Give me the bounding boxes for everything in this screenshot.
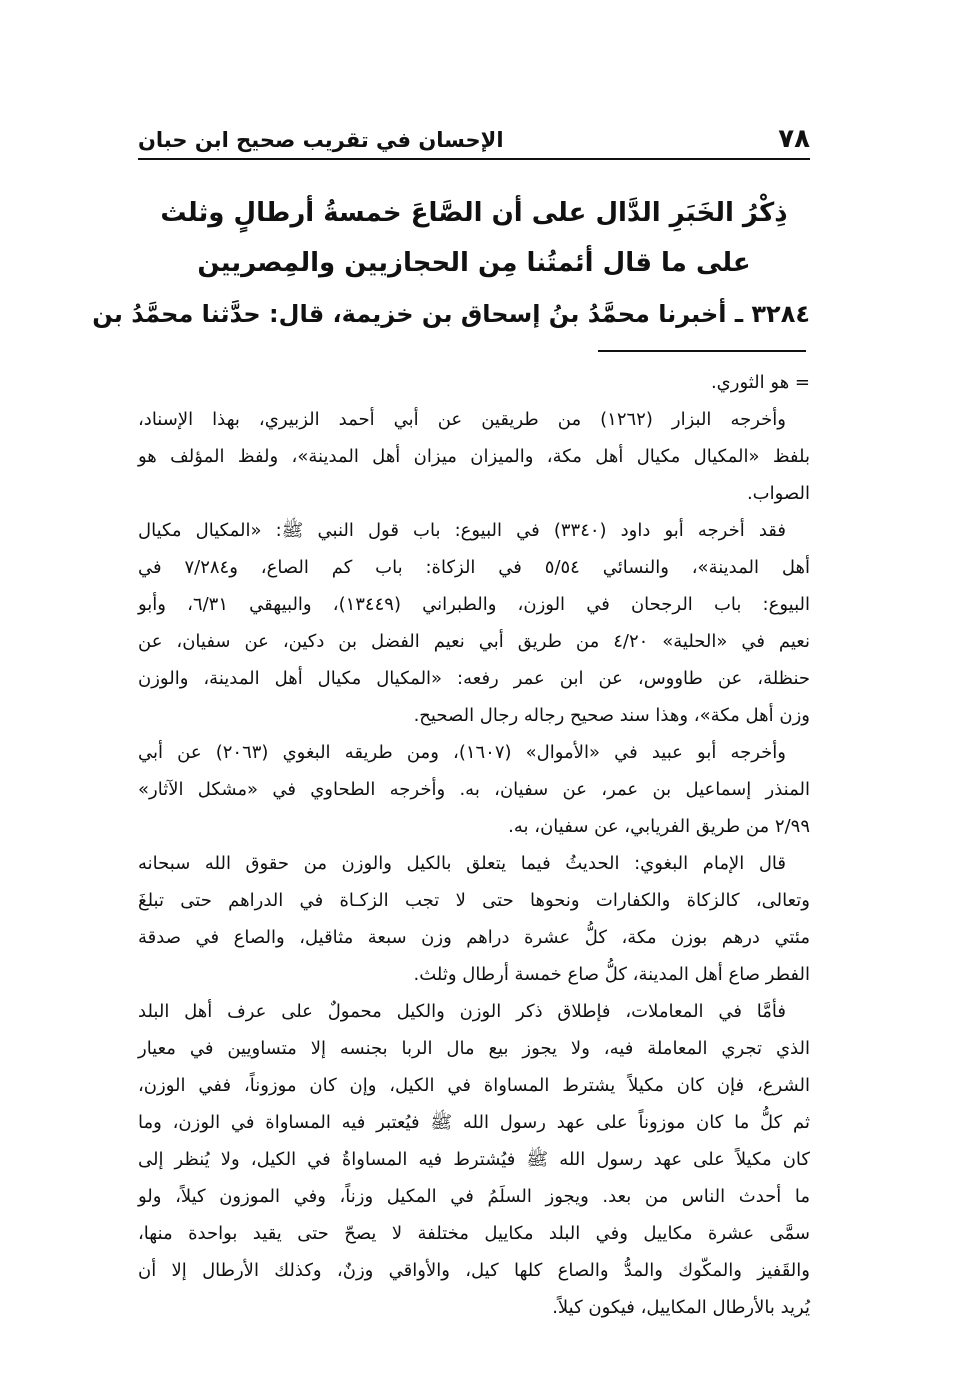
running-header <box>138 118 810 160</box>
footnote-line: وزن أهل مكة»، وهذا سند صحيح رجاله رجال الصحيح. <box>413 705 810 726</box>
footnote-line: قال الإمام البغوي: الحديثُ فيما يتعلق بالكيل والوزن من حقوق الله سبحانه <box>138 853 786 874</box>
chapter-heading-line-2: على ما قال أئمتُنا مِن الحجازيين والمِصريين <box>197 248 751 278</box>
footnote-line: والقَفيز والمكّوك والمدُّ والصاع كلها كيل، والأواقي وزنٌ، وكذلك الأرطال إلا أن <box>138 1260 810 1281</box>
page-number: ٧٨ <box>778 124 810 154</box>
book-title: الإحسان في تقريب صحيح ابن حبان <box>138 128 504 152</box>
hadith-text: ٣٢٨٤ ـ أخبرنا محمَّدُ بنُ إسحاق بن خزيمة، قال: حدَّثنا محمَّدُ بن <box>92 300 810 328</box>
footnote-line: فأمَّا في المعاملات، فإطلاق ذكر الوزن والكيل محمولٌ على عرف أهل البلد <box>138 1001 786 1022</box>
footnote-line: ثم كلُّ ما كان موزوناً على عهد رسول الله ﷺ فيُعتبر فيه المساواة في الوزن، وما <box>138 1112 810 1133</box>
footnote-line: المنذر إسماعيل بن عمر، عن سفيان، به. وأخرجه الطحاوي في «مشكل الآثار» <box>138 779 810 800</box>
footnote-paragraph <box>138 845 810 993</box>
footnote-paragraph <box>138 401 810 512</box>
footnote-line: الذي تجري المعاملة فيه، ولا يجوز بيع مال الربا بجنسه إلا متساويين في معيار <box>138 1038 810 1059</box>
footnote-line: نعيم في «الحلية» ٤/٢٠ من طريق أبي نعيم الفضل بن دكين، عن سفيان، عن <box>138 631 810 652</box>
footnote-line: سمَّى عشرة مكاييل وفي البلد مكاييل مختلفة لا يصحّ حتى يقيد بواحدة منها، <box>138 1223 810 1244</box>
footnotes <box>138 364 810 1326</box>
footnote-line: أهل المدينة»، والنسائي ٥/٥٤ في الزكاة: باب كم الصاع، و٧/٢٨٤ في <box>138 557 810 578</box>
footnote-line: الشرع، فإن كان مكيلاً يشترط المساواة في الكيل، وإن كان موزوناً، ففي الوزن، <box>138 1075 810 1096</box>
footnote-line: وأخرجه أبو عبيد في «الأموال» (١٦٠٧)، ومن طريقه البغوي (٢٠٦٣) عن أبي <box>138 742 786 763</box>
footnote-line: يُريد بالأرطال المكاييل، فيكون كيلاً. <box>552 1297 810 1318</box>
footnote-line: وتعالى، كالزكاة والكفارات ونحوها حتى لا تجب الزكـاة في الدراهم حتى تبلغَ <box>138 890 810 911</box>
footnote-line: البيوع: باب الرجحان في الوزن، والطبراني (١٣٤٤٩)، والبيهقي ٦/٣١، وأبو <box>138 594 810 615</box>
footnote-line: الفطر صاع أهل المدينة، كلُّ صاع خمسة أرطال وثلث. <box>413 964 810 985</box>
footnote-line: الصواب. <box>746 483 810 504</box>
footnote-paragraph <box>138 364 810 401</box>
footnote-line: فقد أخرجه أبو داود (٣٣٤٠) في البيوع: باب قول النبي ﷺ: «المكيال مكيال <box>138 520 786 541</box>
chapter-heading <box>138 188 810 288</box>
footnote-divider <box>598 350 806 352</box>
footnote-line: حنظلة، عن طاووس، عن ابن عمر رفعه: «المكيال مكيال أهل المدينة، والوزن <box>138 668 810 689</box>
chapter-heading-line-1: ذِكْرُ الخَبَرِ الدَّال على أن الصَّاعَ خمسةُ أرطالٍ وثلث <box>160 198 788 228</box>
footnote-line: بلفظ «المكيال مكيال أهل مكة، والميزان ميزان أهل المدينة»، ولفظ المؤلف هو <box>138 446 810 467</box>
footnote-line: ما أحدث الناس من بعد. ويجوز السلَمُ في المكيل وزناً، وفي الموزون كيلاً، ولو <box>138 1186 810 1207</box>
footnote-paragraph <box>138 734 810 845</box>
footnote-paragraph <box>138 993 810 1326</box>
footnote-line: مئتي درهم بوزن مكة، كلُّ عشرة دراهم وزن سبعة مثاقيل، والصاع في صدقة <box>138 927 810 948</box>
footnote-line: = هو الثوري. <box>710 372 810 393</box>
footnote-line: وأخرجه البزار (١٢٦٢) من طريقين عن أبي أحمد الزبيري، بهذا الإسناد، <box>138 409 786 430</box>
footnote-line: ٢/٩٩ من طريق الفريابي، عن سفيان، به. <box>508 816 810 837</box>
footnote-line: كان مكيلاً على عهد رسول الله ﷺ فيُشترط فيه المساواةُ في الكيل، ولا يُنظر إلى <box>138 1149 810 1170</box>
footnote-paragraph <box>138 512 810 734</box>
